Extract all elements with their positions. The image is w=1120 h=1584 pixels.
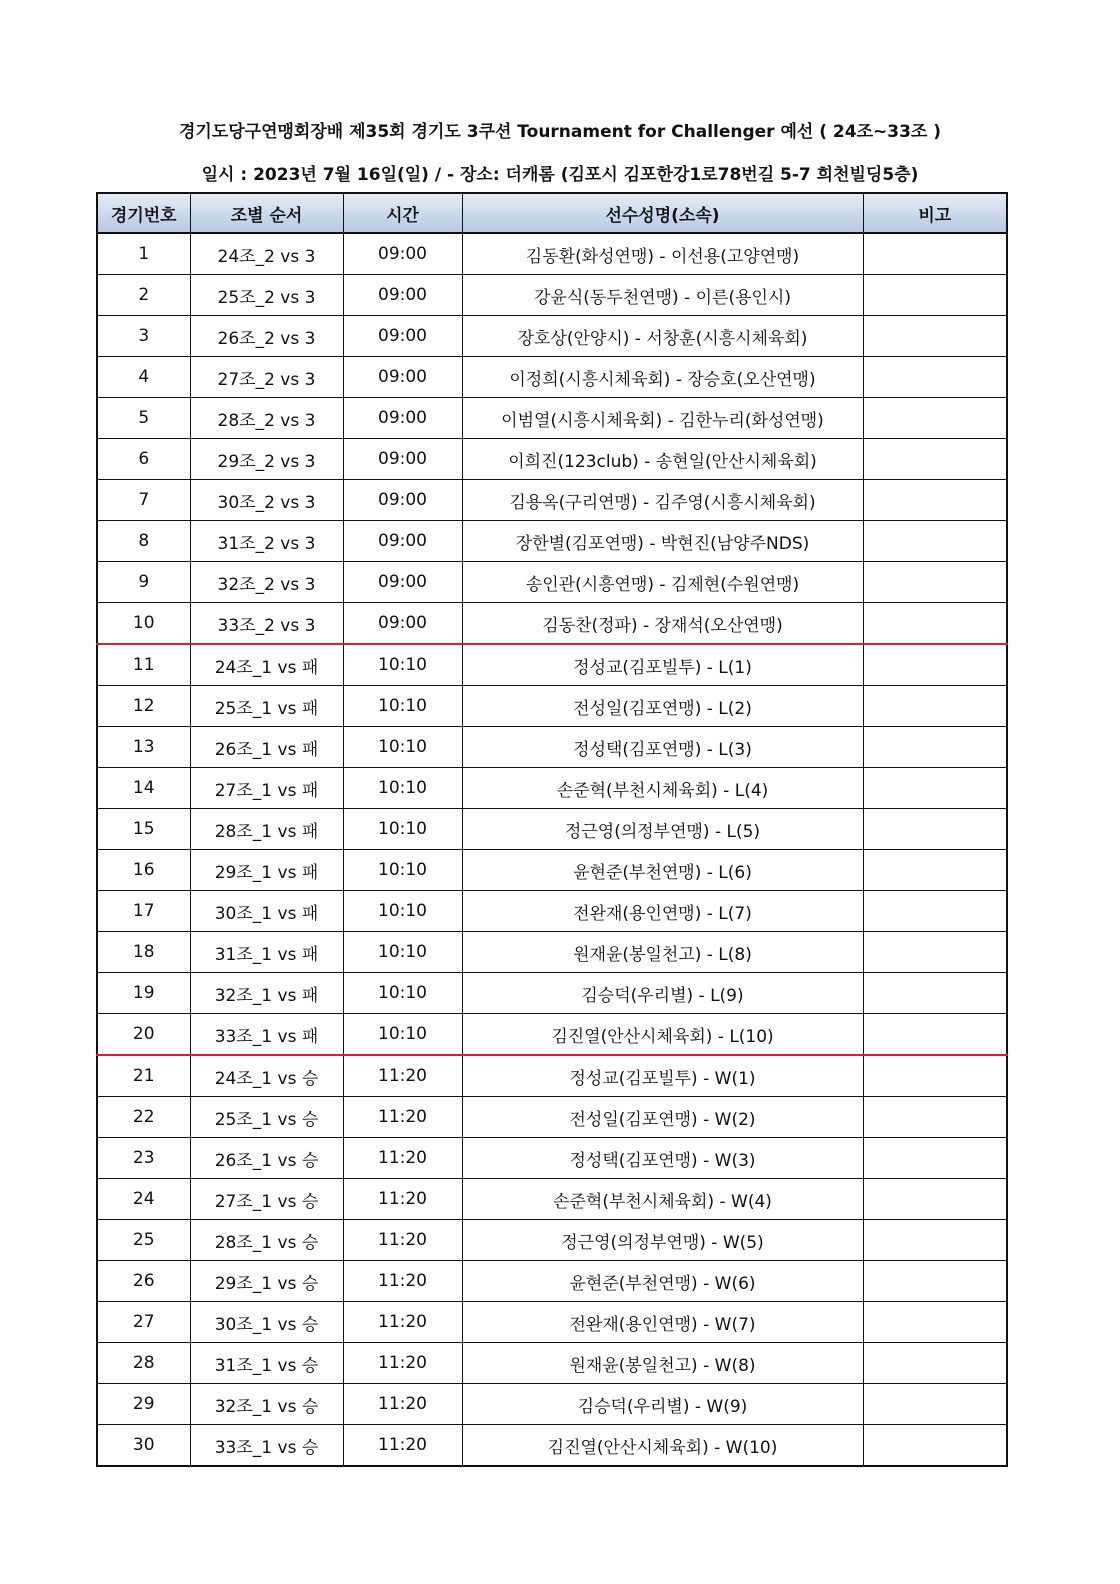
note-cell [863,439,1007,480]
note-cell [863,1343,1007,1384]
note-cell [863,562,1007,603]
time-cell: 11:20 [343,1138,462,1179]
note-cell [863,603,1007,645]
players-cell: 정성교(김포빌투) - W(1) [462,1055,863,1097]
players-cell: 정근영(의정부연맹) - L(5) [462,809,863,850]
time-cell: 11:20 [343,1097,462,1138]
players-cell: 김승덕(우리별) - L(9) [462,973,863,1014]
note-cell [863,768,1007,809]
note-cell [863,932,1007,973]
time-cell: 09:00 [343,480,462,521]
group-order-cell: 26조_1 vs 승 [190,1138,343,1179]
match-number-cell: 5 [97,398,190,439]
match-number-cell: 7 [97,480,190,521]
group-order-cell: 29조_1 vs 승 [190,1261,343,1302]
time-cell: 10:10 [343,644,462,686]
time-cell: 10:10 [343,809,462,850]
table-row [97,1055,1007,1097]
group-order-cell: 28조_2 vs 3 [190,398,343,439]
note-cell [863,644,1007,686]
players-cell: 송인관(시흥연맹) - 김제현(수원연맹) [462,562,863,603]
match-number-cell: 23 [97,1138,190,1179]
match-number-cell: 2 [97,275,190,316]
players-cell: 전완재(용인연맹) - L(7) [462,891,863,932]
group-order-cell: 33조_1 vs 승 [190,1425,343,1467]
match-number-cell: 30 [97,1425,190,1467]
players-cell: 전완재(용인연맹) - W(7) [462,1302,863,1343]
time-cell: 10:10 [343,891,462,932]
group-order-cell: 33조_1 vs 패 [190,1014,343,1056]
group-order-cell: 33조_2 vs 3 [190,603,343,645]
time-cell: 09:00 [343,275,462,316]
players-cell: 정성교(김포빌투) - L(1) [462,644,863,686]
match-number-cell: 11 [97,644,190,686]
group-order-cell: 25조_1 vs 패 [190,686,343,727]
players-cell: 손준혁(부천시체육회) - L(4) [462,768,863,809]
players-cell: 원재윤(봉일천고) - L(8) [462,932,863,973]
group-order-cell: 31조_2 vs 3 [190,521,343,562]
match-number-cell: 18 [97,932,190,973]
table-row [97,932,1007,973]
players-cell: 손준혁(부천시체육회) - W(4) [462,1179,863,1220]
time-cell: 10:10 [343,973,462,1014]
table-row [97,1261,1007,1302]
time-cell: 11:20 [343,1055,462,1097]
time-cell: 09:00 [343,603,462,645]
group-order-cell: 27조_2 vs 3 [190,357,343,398]
time-cell: 11:20 [343,1384,462,1425]
players-cell: 정근영(의정부연맹) - W(5) [462,1220,863,1261]
match-number-cell: 16 [97,850,190,891]
time-cell: 10:10 [343,727,462,768]
match-number-cell: 17 [97,891,190,932]
table-row [97,973,1007,1014]
header-players: 선수성명(소속) [462,193,863,233]
table-row [97,233,1007,275]
table-row [97,850,1007,891]
group-order-cell: 29조_1 vs 패 [190,850,343,891]
time-cell: 10:10 [343,686,462,727]
table-row [97,768,1007,809]
note-cell [863,809,1007,850]
note-cell [863,275,1007,316]
table-row [97,891,1007,932]
note-cell [863,316,1007,357]
group-order-cell: 24조_2 vs 3 [190,233,343,275]
table-row [97,439,1007,480]
note-cell [863,357,1007,398]
group-order-cell: 30조_1 vs 패 [190,891,343,932]
time-cell: 09:00 [343,521,462,562]
match-number-cell: 26 [97,1261,190,1302]
note-cell [863,1261,1007,1302]
players-cell: 정성택(김포연맹) - L(3) [462,727,863,768]
group-order-cell: 28조_1 vs 승 [190,1220,343,1261]
note-cell [863,1302,1007,1343]
note-cell [863,1055,1007,1097]
table-row [97,480,1007,521]
time-cell: 10:10 [343,932,462,973]
players-cell: 김승덕(우리별) - W(9) [462,1384,863,1425]
table-header [97,193,1007,233]
note-cell [863,1220,1007,1261]
players-cell: 전성일(김포연맹) - W(2) [462,1097,863,1138]
players-cell: 이희진(123club) - 송현일(안산시체육회) [462,439,863,480]
time-cell: 11:20 [343,1261,462,1302]
time-cell: 09:00 [343,316,462,357]
players-cell: 장한별(김포연맹) - 박현진(남양주NDS) [462,521,863,562]
note-cell [863,1097,1007,1138]
group-order-cell: 30조_2 vs 3 [190,480,343,521]
match-number-cell: 25 [97,1220,190,1261]
time-cell: 11:20 [343,1179,462,1220]
match-number-cell: 14 [97,768,190,809]
players-cell: 강윤식(동두천연맹) - 이른(용인시) [462,275,863,316]
table-row [97,686,1007,727]
table-row [97,727,1007,768]
match-number-cell: 21 [97,1055,190,1097]
note-cell [863,480,1007,521]
document-subtitle: 일시 : 2023년 7월 16일(일) / - 장소: 더캐롬 (김포시 김포한강1로78번길 5-7 희천빌딩5층) [201,165,919,185]
table-row [97,1220,1007,1261]
players-cell: 윤현준(부천연맹) - L(6) [462,850,863,891]
players-cell: 김동환(화성연맹) - 이선용(고양연맹) [462,233,863,275]
group-order-cell: 27조_1 vs 승 [190,1179,343,1220]
players-cell: 김진열(안산시체육회) - L(10) [462,1014,863,1056]
group-order-cell: 32조_2 vs 3 [190,562,343,603]
table-row [97,1179,1007,1220]
note-cell [863,1138,1007,1179]
table-body [97,233,1007,1466]
note-cell [863,686,1007,727]
match-number-cell: 29 [97,1384,190,1425]
table-row [97,398,1007,439]
note-cell [863,233,1007,275]
players-cell: 김동찬(정파) - 장재석(오산연맹) [462,603,863,645]
table-row [97,1343,1007,1384]
time-cell: 10:10 [343,850,462,891]
match-number-cell: 27 [97,1302,190,1343]
header-group-order: 조별 순서 [190,193,343,233]
group-order-cell: 26조_1 vs 패 [190,727,343,768]
group-order-cell: 29조_2 vs 3 [190,439,343,480]
time-cell: 10:10 [343,768,462,809]
table-row [97,1425,1007,1467]
note-cell [863,1384,1007,1425]
group-order-cell: 25조_2 vs 3 [190,275,343,316]
match-number-cell: 12 [97,686,190,727]
match-number-cell: 4 [97,357,190,398]
group-order-cell: 32조_1 vs 패 [190,973,343,1014]
group-order-cell: 31조_1 vs 승 [190,1343,343,1384]
note-cell [863,1014,1007,1056]
note-cell [863,398,1007,439]
note-cell [863,891,1007,932]
note-cell [863,1425,1007,1467]
players-cell: 장호상(안양시) - 서창훈(시흥시체육회) [462,316,863,357]
time-cell: 09:00 [343,233,462,275]
note-cell [863,727,1007,768]
match-number-cell: 20 [97,1014,190,1056]
players-cell: 김진열(안산시체육회) - W(10) [462,1425,863,1467]
table-row [97,1097,1007,1138]
time-cell: 11:20 [343,1343,462,1384]
group-order-cell: 30조_1 vs 승 [190,1302,343,1343]
match-number-cell: 28 [97,1343,190,1384]
group-order-cell: 28조_1 vs 패 [190,809,343,850]
group-order-cell: 24조_1 vs 승 [190,1055,343,1097]
players-cell: 이정희(시흥시체육회) - 장승호(오산연맹) [462,357,863,398]
time-cell: 09:00 [343,398,462,439]
header-note: 비고 [863,193,1007,233]
table-row [97,809,1007,850]
players-cell: 이범열(시흥시체육회) - 김한누리(화성연맹) [462,398,863,439]
header-time: 시간 [343,193,462,233]
group-order-cell: 31조_1 vs 패 [190,932,343,973]
time-cell: 09:00 [343,357,462,398]
table-row [97,644,1007,686]
group-order-cell: 24조_1 vs 패 [190,644,343,686]
group-order-cell: 32조_1 vs 승 [190,1384,343,1425]
note-cell [863,973,1007,1014]
header-row [97,193,1007,233]
group-order-cell: 27조_1 vs 패 [190,768,343,809]
match-number-cell: 19 [97,973,190,1014]
group-order-cell: 25조_1 vs 승 [190,1097,343,1138]
time-cell: 11:20 [343,1425,462,1467]
table-row [97,1302,1007,1343]
players-cell: 원재윤(봉일천고) - W(8) [462,1343,863,1384]
table-row [97,316,1007,357]
match-number-cell: 22 [97,1097,190,1138]
table-row [97,1014,1007,1056]
note-cell [863,850,1007,891]
players-cell: 전성일(김포연맹) - L(2) [462,686,863,727]
players-cell: 정성택(김포연맹) - W(3) [462,1138,863,1179]
match-number-cell: 15 [97,809,190,850]
time-cell: 11:20 [343,1220,462,1261]
match-number-cell: 6 [97,439,190,480]
table-row [97,275,1007,316]
time-cell: 10:10 [343,1014,462,1056]
table-row [97,1138,1007,1179]
document-title: 경기도당구연맹회장배 제35회 경기도 3쿠션 Tournament for Challenger 예선 ( 24조~33조 ) [178,122,942,142]
match-number-cell: 8 [97,521,190,562]
match-number-cell: 24 [97,1179,190,1220]
match-number-cell: 1 [97,233,190,275]
table-row [97,603,1007,645]
players-cell: 윤현준(부천연맹) - W(6) [462,1261,863,1302]
group-order-cell: 26조_2 vs 3 [190,316,343,357]
time-cell: 11:20 [343,1302,462,1343]
match-number-cell: 10 [97,603,190,645]
time-cell: 09:00 [343,439,462,480]
table-row [97,1384,1007,1425]
time-cell: 09:00 [343,562,462,603]
note-cell [863,1179,1007,1220]
note-cell [863,521,1007,562]
table-row [97,521,1007,562]
match-number-cell: 3 [97,316,190,357]
players-cell: 김용옥(구리연맹) - 김주영(시흥시체육회) [462,480,863,521]
schedule-table [96,192,1008,1467]
match-number-cell: 9 [97,562,190,603]
table-row [97,357,1007,398]
header-match-no: 경기번호 [97,193,190,233]
table-row [97,562,1007,603]
match-number-cell: 13 [97,727,190,768]
